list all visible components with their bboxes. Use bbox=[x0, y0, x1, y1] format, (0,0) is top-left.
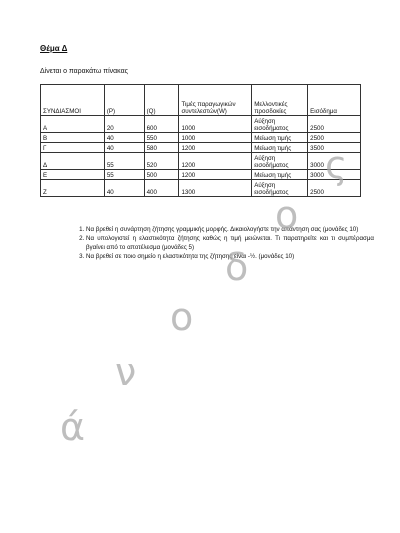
table-header-row bbox=[41, 85, 361, 116]
table-cell: 500 bbox=[144, 170, 179, 180]
table-cell: 40 bbox=[104, 180, 144, 197]
table-cell: Αύξηση εισοδήματος bbox=[252, 180, 308, 197]
watermark-letter: ά bbox=[60, 405, 86, 449]
header-cell-expectations: Μελλοντικές προσδοκίες bbox=[252, 85, 308, 116]
header-cell-combinations: ΣΥΝΔΙΑΣΜΟΙ bbox=[41, 85, 105, 116]
table-cell: Ζ bbox=[41, 180, 105, 197]
table-cell: 600 bbox=[144, 116, 179, 133]
watermark-letter: ς bbox=[325, 143, 348, 187]
table-cell: 1200 bbox=[179, 143, 252, 153]
table-cell: Β bbox=[41, 133, 105, 143]
watermark-letter: ο bbox=[275, 193, 299, 237]
table-cell: 1200 bbox=[179, 170, 252, 180]
table-row bbox=[41, 170, 361, 180]
table-cell: Μείωση τιμής bbox=[252, 170, 308, 180]
table-cell: 40 bbox=[104, 133, 144, 143]
table-cell: 1000 bbox=[179, 116, 252, 133]
question-item: 3. Να βρεθεί σε ποιο σημείο η ελαστικότητα της ζήτησης είναι -½. (μονάδες 10) bbox=[86, 252, 374, 261]
table-row bbox=[41, 180, 361, 197]
header-cell-quantity: (Q) bbox=[144, 85, 179, 116]
table-cell: 55 bbox=[104, 170, 144, 180]
page-title: Θέμα Δ bbox=[40, 44, 68, 53]
table-cell: Αύξηση εισοδήματος bbox=[252, 116, 308, 133]
data-table bbox=[40, 84, 361, 197]
table-cell: 3000 bbox=[308, 170, 361, 180]
table-cell: 40 bbox=[104, 143, 144, 153]
table-cell: Αύξηση εισοδήματος bbox=[252, 153, 308, 170]
table-cell: 3500 bbox=[308, 143, 361, 153]
table-cell: Γ bbox=[41, 143, 105, 153]
table-cell: 520 bbox=[144, 153, 179, 170]
table-cell: 580 bbox=[144, 143, 179, 153]
table-row bbox=[41, 153, 361, 170]
intro-text: Δίνεται ο παρακάτω πίνακας bbox=[40, 68, 129, 75]
questions-list bbox=[72, 225, 374, 261]
table-cell: 1000 bbox=[179, 133, 252, 143]
header-cell-input-prices: Τιμές παραγωγικών συντελεστών(W) bbox=[179, 85, 252, 116]
table-cell: Μείωση τιμής bbox=[252, 133, 308, 143]
table-cell: 2500 bbox=[308, 180, 361, 197]
table-cell: 400 bbox=[144, 180, 179, 197]
watermark-letter: δ bbox=[225, 245, 249, 289]
header-cell-price: (P) bbox=[104, 85, 144, 116]
header-cell-income: Εισόδημα bbox=[308, 85, 361, 116]
table-cell: 550 bbox=[144, 133, 179, 143]
question-item: 1. Να βρεθεί η συνάρτηση ζήτησης γραμμικής μορφής. Δικαιολογήστε την απάντηση σας (μονάδες 10) bbox=[86, 225, 374, 234]
watermark-letter: ν bbox=[115, 350, 137, 394]
table-cell: Ε bbox=[41, 170, 105, 180]
table-cell: 55 bbox=[104, 153, 144, 170]
question-item: 2. Να υπολογιστεί η ελαστικότητα ζήτησης καθώς η τιμή μειώνεται. Τι παρατηρείτε και τι συμπέρασμα βγαίνει από το αποτέλεσμα (μονάδες 5) bbox=[86, 234, 374, 252]
table-row bbox=[41, 133, 361, 143]
table-cell: Δ bbox=[41, 153, 105, 170]
table-row bbox=[41, 116, 361, 133]
table-cell: 2500 bbox=[308, 133, 361, 143]
table-cell: 1300 bbox=[179, 180, 252, 197]
table-cell: 1200 bbox=[179, 153, 252, 170]
table-cell: 2500 bbox=[308, 116, 361, 133]
table-row bbox=[41, 143, 361, 153]
table-cell: Α bbox=[41, 116, 105, 133]
table-cell: Μείωση τιμής bbox=[252, 143, 308, 153]
watermark-letter: ο bbox=[170, 295, 194, 339]
table-cell: 3000 bbox=[308, 153, 361, 170]
table-cell: 20 bbox=[104, 116, 144, 133]
